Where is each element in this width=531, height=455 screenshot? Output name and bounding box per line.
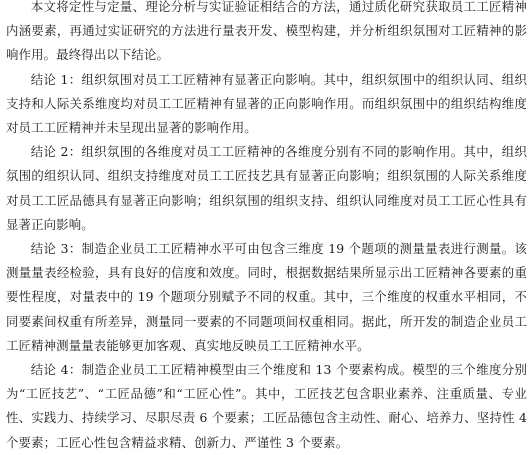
paragraph-conclusion-2: 结论 2：组织氛围的各维度对员工工匠精神的各维度分别有不同的影响作用。其中，组织氛围的组织认同、组织支持维度对员工工匠技艺具有显著正向影响；组织氛围的人际关系维度对员工工匠品德具有显著正向影响；组织氛围的组织支持、组织认同维度对员工工匠心性具有显著正向影响。	[6, 144, 527, 232]
paragraph-intro: 本文将定性与定量、理论分析与实证验证相结合的方法，通过质化研究获取员工工匠精神内涵要素，再通过实证研究的方法进行量表开发、模型构建，并分析组织氛围对工匠精神的影响作用。最终得出以下结论。	[6, 0, 527, 63]
document-body	[6, 0, 527, 455]
paragraph-conclusion-3: 结论 3：制造企业员工工匠精神水平可由包含三维度 19 个题项的测量量表进行测量。该测量量表经检验，具有良好的信度和效度。同时，根据数据结果所显示出工匠精神各要素的重要性程度，对量表中的 19 个题项分别赋予不同的权重。其中，三个维度的权重水平相同，不同要素间权重有所差异，测量同一要素的不同题项间权重相同。据此，所开发的制造企业员工工匠精神测量量表能够更加客观、真实地反映员工工匠精神水平。	[6, 241, 527, 353]
paragraph-conclusion-1: 结论 1：组织氛围对员工工匠精神有显著正向影响。其中，组织氛围中的组织认同、组织支持和人际关系维度均对员工工匠精神有显著的正向影响作用。而组织氛围中的组织结构维度对员工工匠精神并未呈现出显著的影响作用。	[6, 71, 527, 136]
paragraph-conclusion-4: 结论 4：制造企业员工工匠精神模型由三个维度和 13 个要素构成。模型的三个维度分别为“工匠技艺”、“工匠品德”和“工匠心性”。其中，工匠技艺包含职业素养、注重质量、专业性、实践力、持续学习、尽职尽责 6 个要素；工匠品德包含主动性、耐心、培养力、坚持性 4 个要素；工匠心性包含精益求精、创新力、严谨性 3 个要素。	[6, 362, 527, 450]
